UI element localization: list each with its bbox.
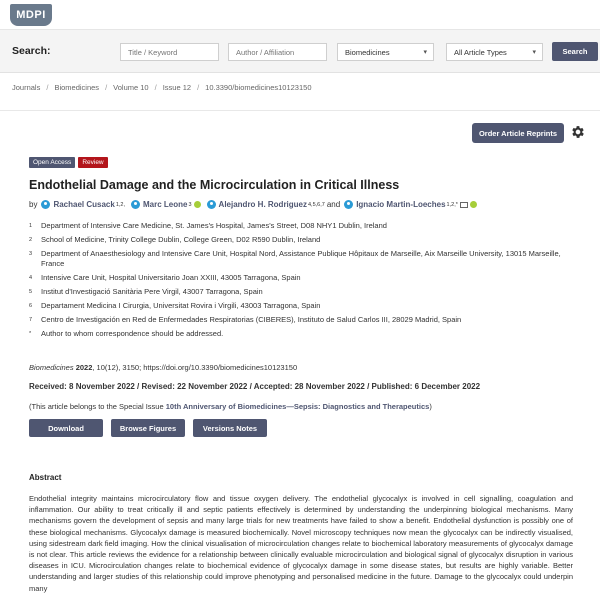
search-bar xyxy=(0,30,600,73)
breadcrumb-journals[interactable]: Journals xyxy=(12,83,41,92)
browse-figures-button[interactable]: Browse Figures xyxy=(111,419,185,437)
author-name[interactable] xyxy=(356,200,458,209)
affiliation-item xyxy=(29,287,569,297)
review-badge: Review xyxy=(78,157,107,168)
publication-dates: Received: 8 November 2022 / Revised: 22 November 2022 / Accepted: 28 November 2022 / Published: 6 December 2022 xyxy=(29,382,481,391)
affiliation-item xyxy=(29,301,569,311)
affiliation-text: Centro de Investigación en Red de Enfermedades Respiratorias (CIBERES), Instituto de Salud Carlos III, 28029 Madrid, Spain xyxy=(41,315,462,324)
author-name-text: Alejandro H. Rodriguez xyxy=(218,200,307,209)
affiliation-item xyxy=(29,249,569,269)
title-keyword-input[interactable] xyxy=(120,43,219,61)
abstract-text: Endothelial integrity maintains microcirculatory flow and tissue oxygen delivery. The endothelial glycocalyx is involved in cell signalling, coagulation and inflammation. Our ability to treat critically ill and septic patients effectively is determined by understanding the underpinning biological mechanisms. Many mechanisms govern the development of sepsis and many large trials for new treatments have failed to show a benefit. Endothelial dysfunction is possibly one of these biological mechanisms. Glycocalyx damage is measured biochemically. Novel microscopy techniques now mean the glycocalyx can be indirectly visualised, using sidestream dark field imaging. How the clinical visualisation of microcirculation changes relate to biochemical laboratory measurements of glycocalyx damage is not clear. This article reviews the evidence for a relationship between clinically evaluable microcirculation and biological signal of glycocalyx disruption in various diseases in ICU. Microcirculation changes relate to biochemical evidence of glycocalyx damage in some disease states, but results are highly variable. Better understanding and larger studies of this relationship could improve phenotyping and personalised medicine in the future. Damage to the glycocalyx could underpin many xyxy=(29,494,573,593)
breadcrumb-issue[interactable]: Issue 12 xyxy=(162,83,192,92)
author-affiliation-sup: 3 xyxy=(188,201,192,208)
affiliation-text: Author to whom correspondence should be addressed. xyxy=(41,329,224,338)
article-actions xyxy=(29,419,267,437)
by-label: by xyxy=(29,200,38,209)
search-label: Search: xyxy=(12,45,51,57)
breadcrumb-separator: / xyxy=(197,83,200,92)
versions-notes-button[interactable]: Versions Notes xyxy=(193,419,267,437)
special-issue-link[interactable]: 10th Anniversary of Biomedicines—Sepsis: Diagnostics and Therapeutics xyxy=(165,402,430,411)
mdpi-logo[interactable] xyxy=(10,4,52,26)
person-icon xyxy=(207,200,216,209)
affiliation-item xyxy=(29,273,569,283)
breadcrumb-separator: / xyxy=(46,83,49,92)
affiliation-text: Departament Medicina I Cirurgia, Universitat Rovira i Virgili, 43003 Tarragona, Spain xyxy=(41,301,321,310)
search-button[interactable]: Search xyxy=(552,42,598,61)
email-icon[interactable] xyxy=(460,202,468,208)
and-label: and xyxy=(326,200,341,209)
open-access-badge[interactable]: Open Access xyxy=(29,157,75,168)
affiliation-number: 7 xyxy=(29,317,33,323)
affiliation-number: 2 xyxy=(29,237,33,243)
journal-select-value: Biomedicines xyxy=(345,48,390,57)
person-icon xyxy=(131,200,140,209)
author-name[interactable] xyxy=(53,200,125,209)
author-name-text: Rachael Cusack xyxy=(53,200,115,209)
citation-details[interactable]: , 10(12), 3150; https://doi.org/10.3390/biomedicines10123150 xyxy=(92,363,298,372)
affiliation-number: 5 xyxy=(29,289,33,295)
affiliation-text: Intensive Care Unit, Hospital Universitario Joan XXIII, 43005 Tarragona, Spain xyxy=(41,273,301,282)
affiliation-number: 1 xyxy=(29,223,33,229)
article-type-select[interactable] xyxy=(446,43,543,61)
article-title: Endothelial Damage and the Microcirculation in Critical Illness xyxy=(29,178,400,192)
breadcrumb-doi: 10.3390/biomedicines10123150 xyxy=(205,83,312,92)
breadcrumb-separator: / xyxy=(154,83,157,92)
article-badges xyxy=(29,157,108,168)
author-affiliation-sup: 4,5,6,7 xyxy=(308,201,325,208)
order-reprints-button[interactable]: Order Article Reprints xyxy=(472,123,564,143)
affiliation-number: 6 xyxy=(29,303,33,309)
affiliation-item xyxy=(29,235,569,245)
author-affiliation-sup: 1,2, xyxy=(115,201,126,208)
citation xyxy=(29,363,297,372)
author-affiliation-sup: 1,2,* xyxy=(446,201,458,208)
special-issue-suffix: ) xyxy=(429,402,432,411)
gear-icon[interactable] xyxy=(570,124,586,140)
affiliation-item xyxy=(29,329,569,339)
chevron-down-icon: ▾ xyxy=(532,49,536,56)
person-icon xyxy=(41,200,50,209)
citation-year: 2022 xyxy=(75,363,93,372)
abstract-heading: Abstract xyxy=(29,473,62,482)
article-type-select-value: All Article Types xyxy=(454,48,507,57)
mdpi-logo-mark: MDPI xyxy=(10,4,52,26)
affiliation-item xyxy=(29,315,569,325)
special-issue-note xyxy=(29,402,432,411)
author-name-text: Ignacio Martin-Loeches xyxy=(356,200,446,209)
affiliation-text: Institut d'Investigació Sanitària Pere Virgil, 43007 Tarragona, Spain xyxy=(41,287,263,296)
affiliation-number: 3 xyxy=(29,251,33,257)
orcid-icon[interactable] xyxy=(194,201,201,208)
affiliation-text: School of Medicine, Trinity College Dublin, College Green, D02 R590 Dublin, Ireland xyxy=(41,235,321,244)
top-bar xyxy=(0,0,600,30)
author-name[interactable] xyxy=(219,200,325,209)
affiliation-text: Department of Intensive Care Medicine, St. James's Hospital, James's Street, D08 NHY1 Dublin, Ireland xyxy=(41,221,387,230)
author-affiliation-input[interactable] xyxy=(228,43,327,61)
breadcrumb-volume[interactable]: Volume 10 xyxy=(113,83,149,92)
author-name-text: Marc Leone xyxy=(143,200,188,209)
affiliation-number: 4 xyxy=(29,275,33,281)
breadcrumb xyxy=(12,83,312,92)
divider xyxy=(0,110,600,111)
breadcrumb-biomedicines[interactable]: Biomedicines xyxy=(54,83,100,92)
person-icon xyxy=(344,200,353,209)
orcid-icon[interactable] xyxy=(470,201,477,208)
affiliation-number: * xyxy=(29,331,32,337)
journal-select[interactable] xyxy=(337,43,434,61)
breadcrumb-separator: / xyxy=(105,83,108,92)
download-button[interactable]: Download xyxy=(29,419,103,437)
author-list xyxy=(29,200,477,209)
special-issue-prefix: (This article belongs to the Special Issue xyxy=(29,402,166,411)
affiliation-item xyxy=(29,221,569,231)
affiliation-list xyxy=(29,221,569,343)
affiliation-text: Department of Anaesthesiology and Intensive Care Unit, Hospital Nord, Assistance Publique Hôpitaux de Marseille, Aix Marseille University, 13015 Marseille, France xyxy=(41,249,561,268)
author-name[interactable] xyxy=(143,200,192,209)
citation-journal: Biomedicines xyxy=(29,363,74,372)
chevron-down-icon: ▾ xyxy=(423,49,427,56)
